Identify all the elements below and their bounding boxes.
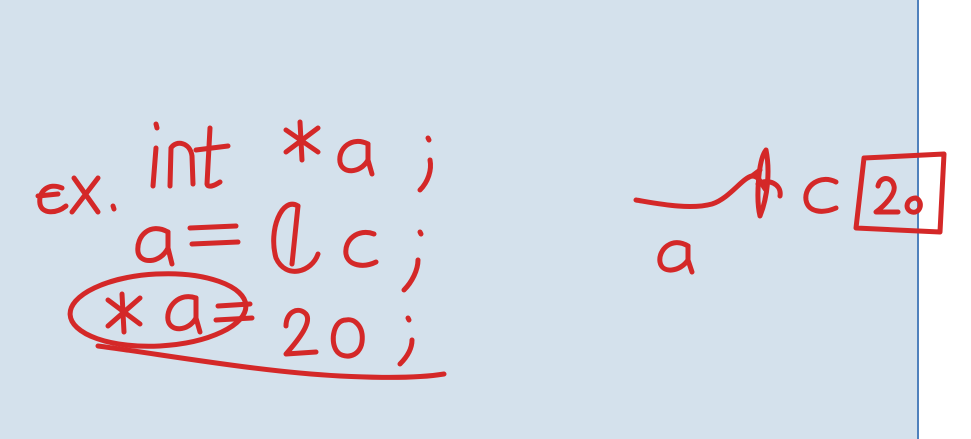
pointer-diagram: [636, 150, 944, 272]
handwriting-line3-dereference: [68, 269, 444, 377]
handwriting-line1-int-pointer: [153, 122, 431, 190]
handwriting-line2-address-of: [138, 204, 421, 290]
handwriting-ex-prefix: [38, 178, 114, 212]
value-box: [856, 154, 944, 232]
